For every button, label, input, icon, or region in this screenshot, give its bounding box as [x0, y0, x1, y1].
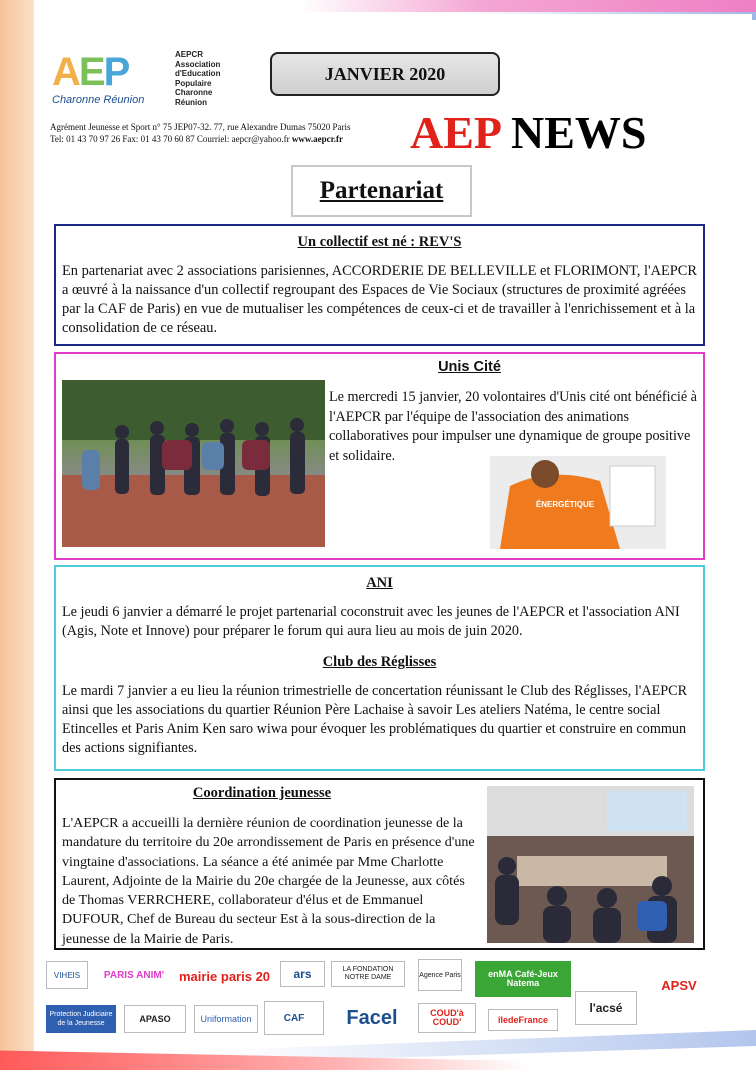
logo-letters: AEP	[52, 50, 129, 94]
section-title-box	[291, 165, 472, 217]
partner-logo: l'acsé	[575, 991, 637, 1025]
revs-text: En partenariat avec 2 associations parisiennes, ACCORDERIE DE BELLEVILLE et FLORIMONT, l'AEPCR a œuvré à la naissance d'un collectif regroupant des Espaces de Vie Sociaux (structures de proximité agréées par la CAF de Paris) en vue de mutualiser les compétences de ceux-ci et de travailler à l'enrichissement et à la consolidation de ce réseau.	[62, 263, 697, 336]
partner-logo: mairie paris 20	[177, 959, 272, 993]
partner-logo: CAF	[264, 1001, 324, 1035]
org-line: d'Education	[175, 69, 221, 78]
group-activity-image	[62, 380, 325, 547]
club-text: Le mardi 7 janvier a eu lieu la réunion trimestrielle de concertation réunissant le Club des Réglisses, l'AEPCR ainsi que les associations du quartier Réunion Père Lachaise à savoir Les ateliers Natéma, le centre social Etincelles et Paris Anim Ken saro wiwa pour évoquer les problématiques du quartier et construire en commun des actions signifiantes.	[62, 683, 688, 756]
revs-card	[54, 224, 705, 346]
unis-text: Le mercredi 15 janvier, 20 volontaires d'Unis cité ont bénéficié à l'AEPCR par l'équipe de l'association des animations collaboratives pour impulser une dynamique de groupe positive et solidaire.	[329, 389, 697, 464]
partner-logo: Uniformation	[194, 1005, 258, 1033]
aep-logo	[52, 52, 152, 110]
partner-logo: Facel	[334, 1001, 410, 1035]
top-pink-stripe	[300, 0, 756, 12]
unis-cite-photo-group	[62, 380, 325, 547]
partner-logos	[44, 955, 714, 1040]
logo-subtitle: Charonne Réunion	[52, 94, 145, 106]
partner-logo: APASO	[124, 1005, 186, 1033]
partner-logo: Agence Paris	[418, 959, 462, 991]
newsletter-title	[410, 108, 646, 158]
date-banner: JANVIER 2020	[270, 52, 500, 96]
contact-phone: Tel: 01 43 70 97 26 Fax: 01 43 70 60 87 Courriel: aepcr@yahoo.fr	[50, 134, 290, 144]
unis-title: Unis Cité	[438, 359, 501, 375]
org-line: Réunion	[175, 97, 207, 107]
partner-logo: PARIS ANIM'	[99, 961, 169, 989]
org-line: Association	[175, 59, 221, 69]
contact-block	[50, 121, 351, 145]
revs-title: Un collectif est né : REV'S	[297, 234, 462, 250]
ani-text: Le jeudi 6 janvier a démarré le projet partenarial coconstruit avec les jeunes de l'AEPCR et l'association ANI (Agis, Note et Innove) pour préparer le forum qui aura lieu au mois de juin 2020.	[62, 604, 680, 639]
coordination-photo	[487, 786, 694, 943]
section-title: Partenariat	[319, 177, 444, 204]
partner-logo: ars	[280, 961, 325, 987]
coord-title: Coordination jeunesse	[192, 785, 332, 801]
partner-logo: VIHEIS	[46, 961, 88, 989]
org-line: Populaire	[175, 78, 212, 88]
left-decor-stripe	[0, 0, 34, 1070]
meeting-room-image	[487, 786, 694, 943]
partner-logo: îledeFrance	[488, 1009, 558, 1031]
partner-logo: COUD'à COUD'	[418, 1003, 476, 1033]
org-name-block	[175, 50, 220, 107]
org-line: Charonne	[175, 88, 213, 97]
org-line: AEPCR	[175, 50, 204, 59]
coord-text: L'AEPCR a accueilli la dernière réunion de coordination jeunesse de la mandature du territoire du 20e arrondissement de Paris en présence d'une vingtaine d'associations. La séance a été animée par Mme Charlotte Laurent, Adjointe de la Mairie du 20e chargée de la Jeunesse, aux côtés de Thomas VERRCHERE, collaborateur d'élus et de Emmanuel DUFOUR, Chef de Bureau du secteur Est à la sous-direction de la jeunesse de la Mairie de Paris.	[62, 815, 475, 947]
ani-card	[54, 565, 705, 771]
title-news: NEWS	[510, 107, 647, 158]
unis-cite-photo-shirt	[490, 456, 666, 549]
contact-address: Agrément Jeunesse et Sport n° 75 JEP07-32. 77, rue Alexandre Dumas 75020 Paris	[50, 122, 351, 132]
title-aep: AEP	[410, 107, 500, 158]
partner-logo: LA FONDATION NOTRE DAME	[331, 961, 405, 987]
partner-logo: enMA Café-Jeux Natema	[475, 961, 571, 997]
ani-title: ANI	[366, 575, 393, 591]
shirt-print: ÉNERGÉTIQUE	[535, 500, 595, 509]
club-title: Club des Réglisses	[322, 654, 437, 670]
website-link[interactable]: www.aepcr.fr	[291, 134, 344, 144]
partner-logo: Protection Judiciaire de la Jeunesse	[46, 1005, 116, 1033]
partner-logo: APSV	[649, 965, 709, 1005]
